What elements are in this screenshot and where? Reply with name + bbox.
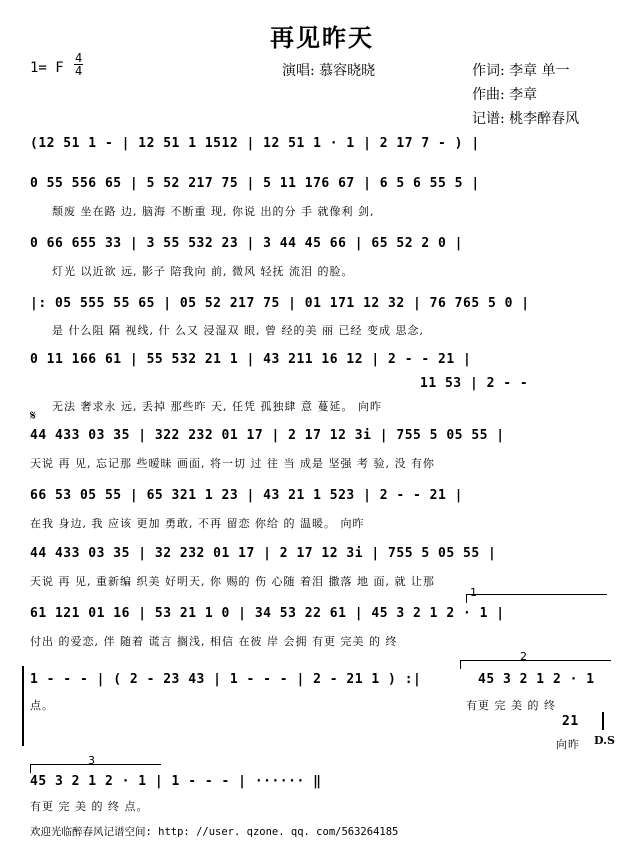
score-line-6-notes: 44 433 03 35 | 322 232 01 17 | 2 17 12 3i | 755 5 05 55 | [30,428,505,443]
score-line-11-lyrics: 有更 完 美 的 终 点。 [30,800,149,813]
score-line-10-lyrics: 点。 [30,699,54,712]
key-signature: 1= F [30,60,64,76]
score-line-5-alt-notes: 11 53 | 2 - - [420,376,529,391]
dal-segno-mark: D.S [594,734,615,747]
score-line-10-notes: 1 - - - | ( 2 - 23 43 | 1 - - - | 2 - 21 1 ) :| [30,672,422,687]
score-line-9-notes: 61 121 01 16 | 53 21 1 0 | 34 53 22 61 | 45 3 2 1 2 · 1 | [30,606,505,621]
song-title: 再见昨天 [270,23,374,52]
transcriber-credit: 记谱: 桃李醉春风 [472,111,580,127]
score-line-5-lyrics: 无法 奢求永 远, 丢掉 那些昨 天, 任凭 孤独肆 意 蔓延。 向昨 [52,400,382,413]
ending-2-lyrics: 有更 完 美 的 终 [466,699,556,712]
ds-notes: 21 [562,714,579,729]
score-line-3-lyrics: 灯光 以近欲 远, 影子 陪我向 前, 微风 轻抚 流泪 的脸。 [52,265,354,278]
score-line-1-notes: (12 51 1 - | 12 51 1 1512 | 12 51 1 · 1 | 2 17 7 - ) | [30,136,480,151]
score-line-4-lyrics: 是 什么阻 隔 视线, 什 么又 浸湿双 眼, 曾 经的美 丽 已经 变成 思念, [52,324,424,337]
score-line-7-notes: 66 53 05 55 | 65 321 1 23 | 43 21 1 523 | 2 - - 21 | [30,488,463,503]
ending-2-notes: 45 3 2 1 2 · 1 [478,672,595,687]
volta-2-label: 2 [520,650,527,663]
volta-1-label: 1 [470,586,477,599]
score-line-6-lyrics: 天说 再 见, 忘记那 些暧昧 画面, 将一切 过 往 当 成是 坚强 考 验, 没 有你 [30,457,435,470]
composer-credit: 作曲: 李章 [472,87,538,103]
score-line-2-lyrics: 颓废 坐在路 边, 脑海 不断重 现, 你说 出的分 手 就像利 剑, [52,205,375,218]
volta-3-label: 3 [88,754,95,767]
score-line-4-notes: |: 05 555 55 65 | 05 52 217 75 | 01 171 12 32 | 76 765 5 0 | [30,296,530,311]
meter-top: 4 [75,51,83,65]
meter-bottom: 4 [75,64,83,78]
segno-sign: 𝄋 [30,408,37,424]
score-line-7-lyrics: 在我 身边, 我 应该 更加 勇敢, 不再 留恋 你给 的 温暖。 向昨 [30,517,365,530]
score-line-8-lyrics: 天说 再 见, 重新编 织美 好明天, 你 赐的 伤 心随 着泪 撒落 地 面, 就 让那 [30,575,435,588]
ds-lyrics: 向昨 [556,738,580,751]
score-line-11-notes: 45 3 2 1 2 · 1 | 1 - - - | ······ ‖ [30,774,322,789]
score-line-5-notes: 0 11 166 61 | 55 532 21 1 | 43 211 16 12 | 2 - - 21 | [30,352,472,367]
score-line-3-notes: 0 66 655 33 | 3 55 532 23 | 3 44 45 66 | 65 52 2 0 | [30,236,463,251]
score-line-9-lyrics: 付出 的爱恋, 伴 随着 谎言 搁浅, 相信 在彼 岸 会拥 有更 完美 的 终 [30,635,398,648]
footer-credit: 欢迎光临醉春风记谱空间: http: //user. qzone. qq. com/563264185 [30,826,399,838]
lyricist-credit: 作词: 李章 单一 [472,63,570,79]
score-line-8-notes: 44 433 03 35 | 32 232 01 17 | 2 17 12 3i | 755 5 05 55 | [30,546,497,561]
singer-credit: 演唱: 慕容晓晓 [282,63,376,79]
score-line-2-notes: 0 55 556 65 | 5 52 217 75 | 5 11 176 67 | 6 5 6 55 5 | [30,176,480,191]
time-signature [74,52,83,77]
